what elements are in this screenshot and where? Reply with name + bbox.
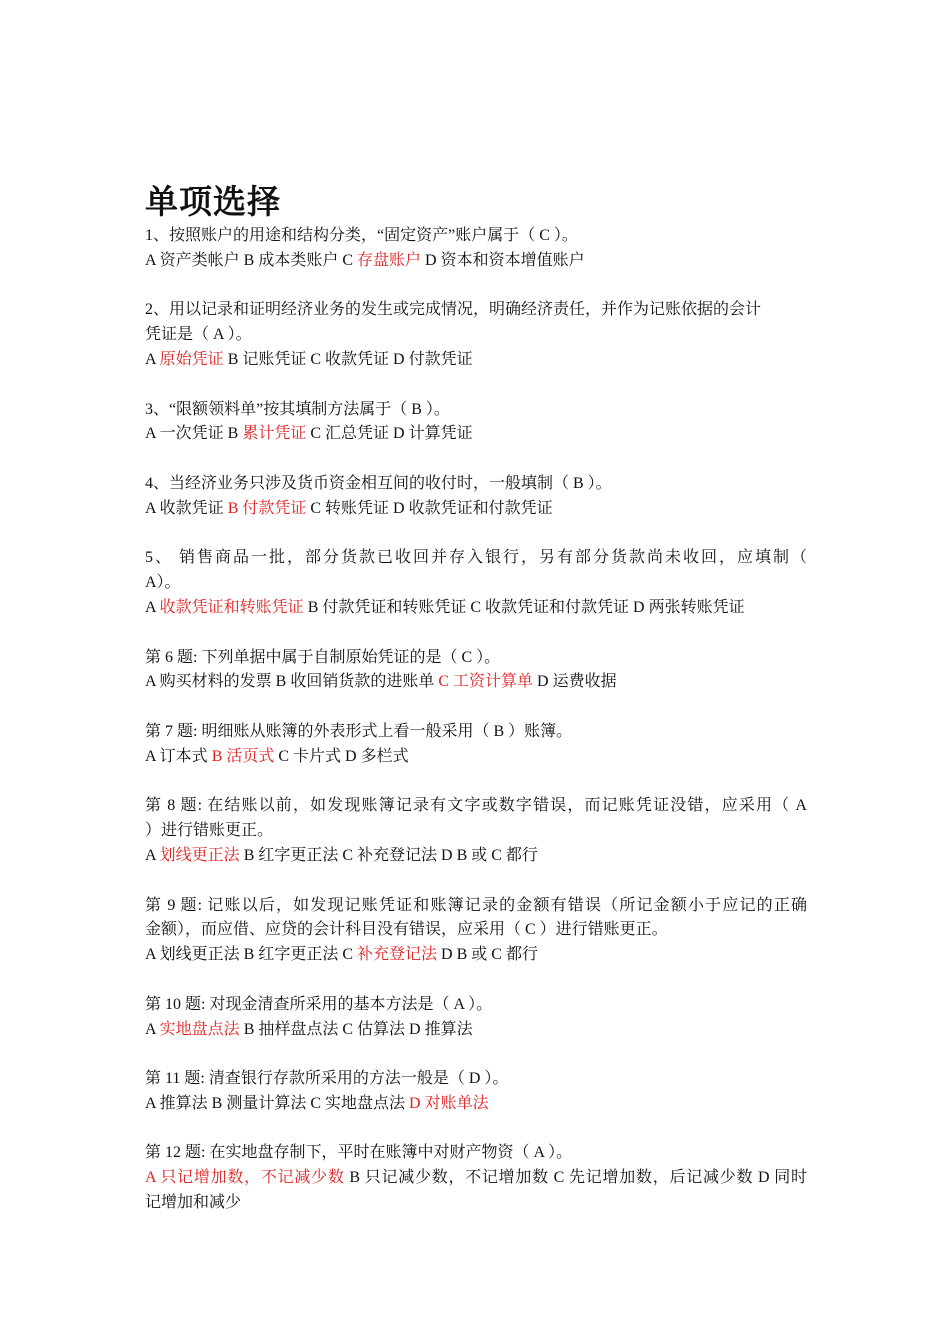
question-8-stem-line1: 第 8 题: 在结账以前，如发现账簿记录有文字或数字错误，而记账凭证没错，应采用（ A xyxy=(145,797,807,815)
option-text: C 卡片式 D 多栏式 xyxy=(274,747,409,765)
option-text: A xyxy=(145,1020,160,1038)
option-text: D B 或 C 都行 xyxy=(437,946,538,964)
option-text: A xyxy=(145,350,160,368)
question-10-stem: 第 10 题: 对现金清查所采用的基本方法是（ A ）。 xyxy=(145,995,493,1013)
question-1-stem: 1、按照账户的用途和结构分类，“固定资产”账户属于（ C ）。 xyxy=(145,227,578,244)
question-12-stem: 第 12 题: 在实地盘存制下，平时在账簿中对财产物资（ A ）。 xyxy=(145,1144,573,1162)
answer-highlight: B 付款凭证 xyxy=(227,499,307,517)
answer-highlight: A 只记增加数，不记减少数 xyxy=(145,1169,345,1187)
question-3-options xyxy=(145,422,807,447)
question-2-options xyxy=(145,348,807,373)
answer-highlight: 补充登记法 xyxy=(357,946,438,964)
question-6-stem: 第 6 题: 下列单据中属于自制原始凭证的是（ C ）。 xyxy=(145,648,501,666)
question-9-stem-line2: 金额），而应借、应贷的会计科目没有错误，应采用（ C ）进行错账更正。 xyxy=(145,921,668,939)
answer-highlight: 实地盘点法 xyxy=(159,1020,240,1038)
option-text: B 付款凭证和转账凭证 C 收款凭证和付款凭证 D 两张转账凭证 xyxy=(303,598,745,616)
answer-highlight: D 对账单法 xyxy=(409,1094,489,1112)
option-text: A 推算法 B 测量计算法 C 实地盘点法 xyxy=(145,1094,410,1112)
answer-highlight: B 活页式 xyxy=(211,747,275,765)
option-text: A 购买材料的发票 B 收回销货款的进账单 xyxy=(145,673,439,691)
question-12-options-line1 xyxy=(145,1166,807,1191)
question-8-stem-line2: ）进行错账更正。 xyxy=(145,822,274,840)
question-12-options-line2: 记增加和减少 xyxy=(145,1194,242,1212)
option-text: B 记账凭证 C 收款凭证 D 付款凭证 xyxy=(223,350,473,368)
option-text: D 资本和资本增值账户 xyxy=(421,251,585,269)
section-title: 单项选择 xyxy=(145,182,281,221)
answer-highlight: 划线更正法 xyxy=(159,846,240,864)
option-text: D 运费收据 xyxy=(533,673,617,691)
question-7-stem: 第 7 题: 明细账从账簿的外表形式上看一般采用（ B ）账簿。 xyxy=(145,722,573,740)
question-2-stem-line1: 2、用以记录和证明经济业务的发生或完成情况，明确经济责任，并作为记账依据的会计 xyxy=(145,301,762,319)
question-9-stem-line1: 第 9 题: 记账以后，如发现记账凭证和账簿记录的金额有错误（所记金额小于应记的正确 xyxy=(145,896,807,914)
question-1-options xyxy=(145,249,807,274)
question-3-stem: 3、“限额领料单”按其填制方法属于（ B ）。 xyxy=(145,400,450,418)
option-text: A 订本式 xyxy=(145,747,212,765)
question-11-options xyxy=(145,1092,807,1117)
option-text: A 一次凭证 B xyxy=(145,425,243,443)
question-2-stem-line2: 凭证是（ A ）。 xyxy=(145,326,252,344)
question-7-options xyxy=(145,745,807,770)
answer-highlight: C 工资计算单 xyxy=(438,673,534,691)
document-page xyxy=(145,180,807,1216)
option-text: A xyxy=(145,846,160,864)
question-4-options xyxy=(145,497,807,522)
option-text: B 红字更正法 C 补充登记法 D B 或 C 都行 xyxy=(239,846,538,864)
question-10-options xyxy=(145,1018,807,1043)
answer-highlight: 存盘账户 xyxy=(357,251,422,269)
answer-highlight: 收款凭证和转账凭证 xyxy=(159,598,304,616)
question-4-stem: 4、当经济业务只涉及货币资金相互间的收付时，一般填制（ B ）。 xyxy=(145,474,612,492)
option-text: A 划线更正法 B 红字更正法 C xyxy=(145,946,358,964)
question-5-options xyxy=(145,596,807,621)
option-text: C 转账凭证 D 收款凭证和付款凭证 xyxy=(306,499,553,517)
question-5-stem-line2: A）。 xyxy=(145,574,181,592)
option-text: B 只记减少数，不记增加数 C 先记增加数，后记减少数 D 同时 xyxy=(344,1169,807,1187)
option-text: B 抽样盘点法 C 估算法 D 推算法 xyxy=(239,1020,473,1038)
question-6-options xyxy=(145,670,807,695)
answer-highlight: 原始凭证 xyxy=(159,350,224,368)
question-8-options xyxy=(145,844,807,869)
answer-highlight: 累计凭证 xyxy=(242,425,307,443)
question-5-stem-line1: 5、 销售商品一批，部分货款已收回并存入银行，另有部分货款尚未收回，应填制（ xyxy=(145,549,807,567)
question-11-stem: 第 11 题: 清查银行存款所采用的方法一般是（ D ）。 xyxy=(145,1070,509,1088)
option-text: A 资产类帐户 B 成本类账户 C xyxy=(145,251,358,269)
option-text: C 汇总凭证 D 计算凭证 xyxy=(306,425,473,443)
option-text: A xyxy=(145,598,160,616)
question-9-options xyxy=(145,943,807,968)
option-text: A 收款凭证 xyxy=(145,499,228,517)
